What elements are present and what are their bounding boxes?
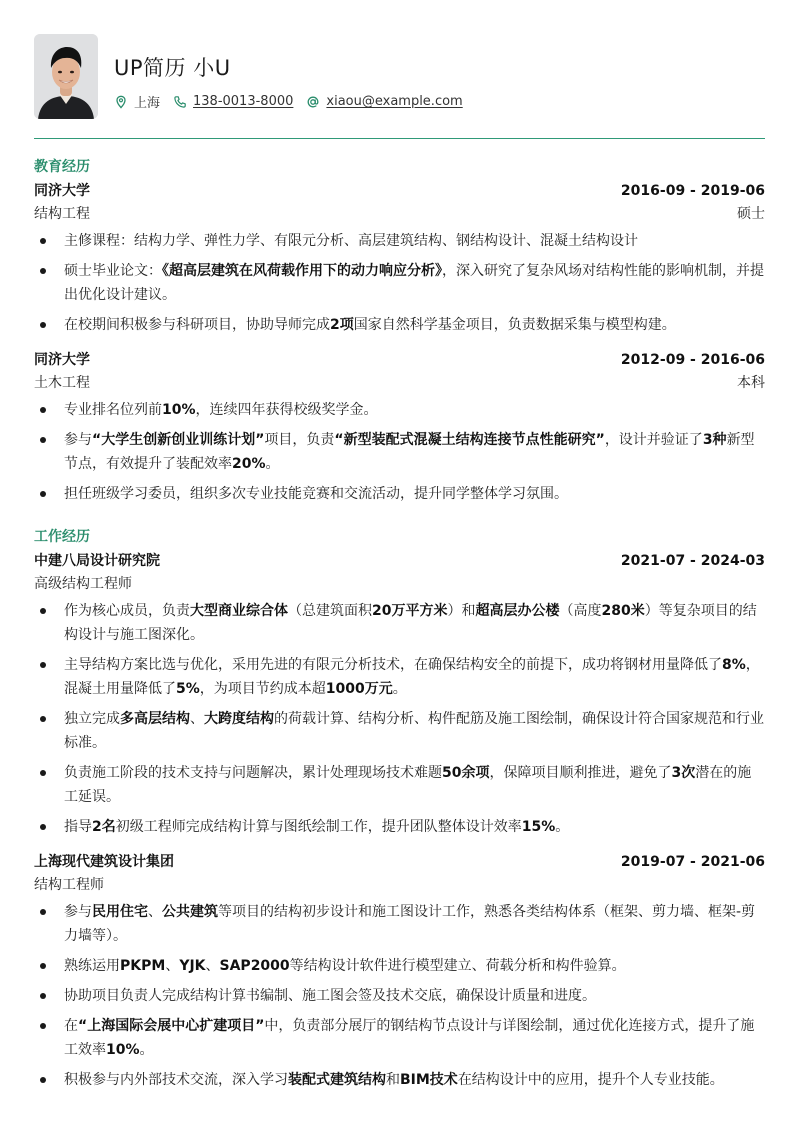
bullet-text: 主修课程：结构力学、弹性力学、有限元分析、高层建筑结构、钢结构设计、混凝土结构设计 <box>64 233 638 249</box>
highlight-text: 3种 <box>702 432 727 448</box>
bullet-text: 潜在的施工延误。 <box>64 765 752 805</box>
work-list <box>34 552 765 1092</box>
education-bullets <box>34 398 765 506</box>
phone-link[interactable]: 138-0013-8000 <box>193 94 294 109</box>
major: 结构工程 <box>34 206 90 222</box>
highlight-text: 20万平方米 <box>372 603 448 619</box>
bullet-text: 国家自然科学基金项目，负责数据采集与模型构建。 <box>353 317 676 333</box>
bullet-text: 等结构设计软件进行模型建立、荷载分析和构件验算。 <box>289 958 626 974</box>
at-sign-icon <box>306 95 320 109</box>
work-entry <box>34 552 765 839</box>
degree: 本科 <box>737 375 765 391</box>
education-bullets <box>34 229 765 337</box>
bullet-item <box>34 313 765 337</box>
bullet-text: 。 <box>392 681 407 697</box>
contact-email <box>306 94 462 109</box>
bullet-item <box>34 954 765 978</box>
bullet-text: 。 <box>139 1042 154 1058</box>
bullet-text: 独立完成 <box>64 711 120 727</box>
bullet-item <box>34 259 765 307</box>
work-section-title: 工作经历 <box>34 529 90 545</box>
header-info <box>114 34 476 111</box>
bullet-text: 专业排名位列前 <box>64 402 162 418</box>
work-entry <box>34 853 765 1092</box>
work-date: 2019-07 - 2021-06 <box>620 854 765 870</box>
highlight-text: “大学生创新创业训练计划” <box>92 432 265 448</box>
highlight-text: 超高层办公楼 <box>475 603 560 619</box>
bullet-text: ，保障项目顺利推进，避免了 <box>489 765 672 781</box>
job-role: 结构工程师 <box>34 877 104 893</box>
highlight-text: 装配式建筑结构 <box>288 1072 386 1088</box>
bullet-item <box>34 428 765 476</box>
highlight-text: PKPM <box>120 958 166 974</box>
bullet-text: 熟练运用 <box>64 958 120 974</box>
location-text: 上海 <box>134 96 161 111</box>
bullet-item <box>34 1014 765 1062</box>
degree: 硕士 <box>737 206 765 222</box>
highlight-text: 8% <box>722 657 746 673</box>
bullet-text: 主导结构方案比选与优化，采用先进的有限元分析技术，在确保结构安全的前提下，成功将钢材用量降低了 <box>64 657 722 673</box>
bullet-text: 和 <box>386 1072 400 1088</box>
highlight-text: 15% <box>521 819 556 835</box>
bullet-text: 在结构设计中的应用，提升个人专业技能。 <box>457 1072 724 1088</box>
highlight-text: 大型商业综合体 <box>190 603 288 619</box>
bullet-text: ，为项目节约成本超 <box>199 681 326 697</box>
bullet-item <box>34 1068 765 1092</box>
avatar-illustration <box>34 34 98 119</box>
bullet-text: 。 <box>555 819 570 835</box>
bullet-item <box>34 599 765 647</box>
location-pin-icon <box>114 95 128 109</box>
highlight-text: 1000万元 <box>325 681 393 697</box>
bullet-text: 项目，负责 <box>264 432 335 448</box>
bullet-item <box>34 815 765 839</box>
bullet-text: ，连续四年获得校级奖学金。 <box>195 402 378 418</box>
avatar-photo <box>34 34 98 119</box>
bullet-text: 、 <box>190 711 204 727</box>
work-bullets <box>34 599 765 839</box>
bullet-text: 的荷载计算、结构分析、构件配筋及施工图绘制，确保设计符合国家规范和行业标准。 <box>64 711 764 751</box>
bullet-text: 参与 <box>64 432 92 448</box>
bullet-text: 等项目的结构初步设计和施工图设计工作，熟悉各类结构体系（框架、剪力墙、框架-剪力墙等）。 <box>64 904 756 944</box>
bullet-text: 作为核心成员，负责 <box>64 603 190 619</box>
bullet-text: 参与 <box>64 904 92 920</box>
bullet-item <box>34 398 765 422</box>
bullet-text: 负责施工阶段的技术支持与问题解决，累计处理现场技术难题 <box>64 765 442 781</box>
bullet-item <box>34 984 765 1008</box>
highlight-text: YJK <box>179 958 206 974</box>
highlight-text: 280米 <box>601 603 645 619</box>
resume-header <box>34 0 765 119</box>
highlight-text: 5% <box>176 681 200 697</box>
major: 土木工程 <box>34 375 90 391</box>
bullet-item <box>34 653 765 701</box>
bullet-text: 指导 <box>64 819 92 835</box>
bullet-text: 、 <box>165 958 180 974</box>
phone-icon <box>173 95 187 109</box>
education-date: 2016-09 - 2019-06 <box>620 183 765 199</box>
bullet-text: 硕士毕业论文： <box>64 263 162 279</box>
highlight-text: “上海国际会展中心扩建项目” <box>78 1018 265 1034</box>
highlight-text: 公共建筑 <box>162 904 218 920</box>
bullet-text: 在 <box>64 1018 78 1034</box>
work-date: 2021-07 - 2024-03 <box>620 553 765 569</box>
bullet-text: （总建筑面积 <box>288 603 372 619</box>
bullet-text: 新型节点，有效提升了装配效率 <box>64 432 755 472</box>
bullet-text: ）等复杂项目的结构设计与施工图深化。 <box>64 603 757 643</box>
school-name: 同济大学 <box>34 183 90 199</box>
company-name: 上海现代建筑设计集团 <box>34 854 174 870</box>
bullet-text: ，设计并验证了 <box>604 432 703 448</box>
highlight-text: 10% <box>106 1042 140 1058</box>
bullet-text: 初级工程师完成结构计算与图纸绘制工作，提升团队整体设计效率 <box>115 819 522 835</box>
highlight-text: 10% <box>162 402 196 418</box>
bullet-item <box>34 900 765 948</box>
highlight-text: 《超高层建筑在风荷载作用下的动力响应分析》 <box>162 263 442 279</box>
bullet-text: ，混凝土用量降低了 <box>64 657 760 697</box>
bullet-item <box>34 707 765 755</box>
header-divider <box>34 138 765 139</box>
education-entry <box>34 182 765 337</box>
highlight-text: 2项 <box>330 317 354 333</box>
bullet-text: 积极参与内外部技术交流，深入学习 <box>64 1072 288 1088</box>
job-role: 高级结构工程师 <box>34 576 132 592</box>
highlight-text: 民用住宅 <box>92 904 148 920</box>
bullet-text: 、 <box>205 958 220 974</box>
school-name: 同济大学 <box>34 352 90 368</box>
bullet-item <box>34 482 765 506</box>
bullet-text: ）和 <box>447 603 476 619</box>
company-name: 中建八局设计研究院 <box>34 553 160 569</box>
work-bullets <box>34 900 765 1092</box>
highlight-text: 多高层结构 <box>120 711 190 727</box>
contact-location <box>114 92 160 111</box>
email-link[interactable]: xiaou@example.com <box>326 94 463 109</box>
bullet-text: 中，负责部分展厅的钢结构节点设计与详图绘制，通过优化连接方式，提升了施工效率 <box>64 1018 755 1058</box>
bullet-text: 在校期间积极参与科研项目，协助导师完成 <box>64 317 330 333</box>
education-list <box>34 182 765 506</box>
highlight-text: 20% <box>232 456 266 472</box>
bullet-item <box>34 229 765 253</box>
bullet-text: 担任班级学习委员，组织多次专业技能竞赛和交流活动，提升同学整体学习氛围。 <box>64 486 568 502</box>
highlight-text: 50余项 <box>442 765 490 781</box>
contact-phone <box>173 94 293 109</box>
education-entry <box>34 351 765 506</box>
bullet-text: 。 <box>265 456 280 472</box>
bullet-text: （高度 <box>559 603 602 619</box>
highlight-text: SAP2000 <box>219 958 290 974</box>
bullet-text: 、 <box>148 904 162 920</box>
candidate-name: UP简历 小U <box>114 56 231 80</box>
highlight-text: “新型装配式混凝土结构连接节点性能研究” <box>334 432 605 448</box>
contact-list <box>114 92 476 111</box>
bullet-text: 协助项目负责人完成结构计算书编制、施工图会签及技术交底，确保设计质量和进度。 <box>64 988 596 1004</box>
education-section-title: 教育经历 <box>34 159 90 175</box>
bullet-text: ，深入研究了复杂风场对结构性能的影响机制，并提出优化设计建议。 <box>64 263 764 303</box>
bullet-item <box>34 761 765 809</box>
highlight-text: 大跨度结构 <box>204 711 274 727</box>
highlight-text: 2名 <box>92 819 116 835</box>
education-date: 2012-09 - 2016-06 <box>620 352 765 368</box>
highlight-text: 3次 <box>671 765 696 781</box>
highlight-text: BIM技术 <box>400 1072 458 1088</box>
